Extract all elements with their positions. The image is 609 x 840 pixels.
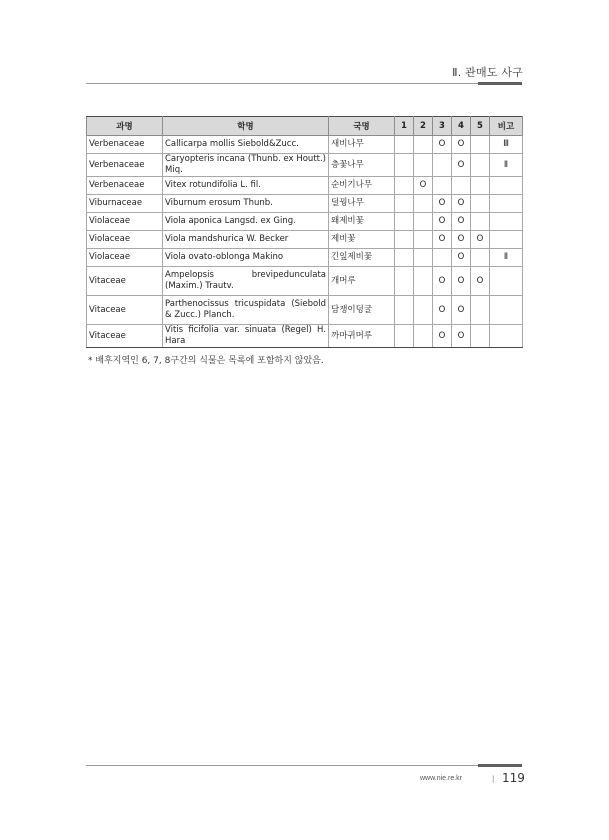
section-1-mark (395, 231, 414, 249)
korean-name-cell: 새비나무 (329, 136, 395, 154)
section-5-mark (471, 296, 490, 325)
section-5-mark (471, 249, 490, 267)
section-1-mark (395, 267, 414, 296)
section-1-mark (395, 136, 414, 154)
column-header-section-1: 1 (395, 117, 414, 136)
section-1-mark (395, 325, 414, 348)
family-cell: Violaceae (87, 213, 163, 231)
korean-name-cell: 덜꿩나무 (329, 195, 395, 213)
family-cell: Vitaceae (87, 296, 163, 325)
column-header-family: 과명 (87, 117, 163, 136)
family-cell: Verbenaceae (87, 177, 163, 195)
column-header-scientific-name: 학명 (163, 117, 329, 136)
section-title: Ⅱ. 관매도 사구 (452, 66, 523, 79)
section-1-mark (395, 195, 414, 213)
page-number: 119 (502, 771, 525, 785)
section-3-mark (433, 177, 452, 195)
korean-name-cell: 제비꽃 (329, 231, 395, 249)
footnote: * 배후지역인 6, 7, 8구간의 식물은 목록에 포함하지 않았음. (88, 356, 324, 366)
table-row (87, 195, 523, 213)
remarks-cell (490, 195, 523, 213)
family-cell: Vitaceae (87, 267, 163, 296)
section-2-mark (414, 154, 433, 177)
table-header-row (87, 117, 523, 136)
table-row (87, 213, 523, 231)
section-1-mark (395, 213, 414, 231)
scientific-name-cell: Parthenocissus tricuspidata (Siebold & Zucc.) Planch. (163, 296, 329, 325)
section-3-mark: O (433, 195, 452, 213)
section-2-mark (414, 195, 433, 213)
section-3-mark: O (433, 325, 452, 348)
scientific-name-cell: Callicarpa mollis Siebold&Zucc. (163, 136, 329, 154)
family-cell: Violaceae (87, 249, 163, 267)
korean-name-cell: 개머루 (329, 267, 395, 296)
remarks-cell (490, 267, 523, 296)
table-row (87, 249, 523, 267)
section-5-mark (471, 154, 490, 177)
section-3-mark: O (433, 231, 452, 249)
korean-name-cell: 순비기나무 (329, 177, 395, 195)
section-4-mark: O (452, 154, 471, 177)
header-rule (86, 83, 522, 84)
section-3-mark: O (433, 213, 452, 231)
section-2-mark (414, 296, 433, 325)
footer-separator: | (492, 775, 495, 783)
section-3-mark (433, 154, 452, 177)
column-header-korean-name: 국명 (329, 117, 395, 136)
section-4-mark: O (452, 296, 471, 325)
section-5-mark (471, 136, 490, 154)
scientific-name-cell: Ampelopsis brevipedunculata (Maxim.) Trautv. (163, 267, 329, 296)
korean-name-cell: 왜제비꽃 (329, 213, 395, 231)
remarks-cell (490, 325, 523, 348)
remarks-cell: Ⅲ (490, 136, 523, 154)
section-2-mark: O (414, 177, 433, 195)
plant-list-table (86, 116, 523, 348)
korean-name-cell: 담쟁이덩굴 (329, 296, 395, 325)
column-header-section-5: 5 (471, 117, 490, 136)
section-5-mark: O (471, 267, 490, 296)
remarks-cell (490, 296, 523, 325)
section-3-mark: O (433, 267, 452, 296)
korean-name-cell: 층꽃나무 (329, 154, 395, 177)
family-cell: Viburnaceae (87, 195, 163, 213)
section-5-mark (471, 213, 490, 231)
family-cell: Vitaceae (87, 325, 163, 348)
section-1-mark (395, 177, 414, 195)
section-5-mark: O (471, 231, 490, 249)
table-row (87, 154, 523, 177)
scientific-name-cell: Caryopteris incana (Thunb. ex Houtt.) Miq. (163, 154, 329, 177)
remarks-cell (490, 213, 523, 231)
section-4-mark: O (452, 267, 471, 296)
section-2-mark (414, 267, 433, 296)
section-2-mark (414, 325, 433, 348)
section-2-mark (414, 136, 433, 154)
korean-name-cell: 까마귀머루 (329, 325, 395, 348)
section-1-mark (395, 296, 414, 325)
section-2-mark (414, 213, 433, 231)
column-header-section-4: 4 (452, 117, 471, 136)
section-4-mark: O (452, 231, 471, 249)
section-4-mark: O (452, 213, 471, 231)
remarks-cell: Ⅱ (490, 249, 523, 267)
section-5-mark (471, 195, 490, 213)
section-4-mark: O (452, 195, 471, 213)
scientific-name-cell: Vitis ficifolia var. sinuata (Regel) H. Hara (163, 325, 329, 348)
section-5-mark (471, 325, 490, 348)
section-2-mark (414, 249, 433, 267)
section-3-mark: O (433, 136, 452, 154)
column-header-section-3: 3 (433, 117, 452, 136)
table-row (87, 231, 523, 249)
footer-url: www.nie.re.kr (420, 775, 463, 782)
section-4-mark: O (452, 249, 471, 267)
family-cell: Verbenaceae (87, 136, 163, 154)
remarks-cell: Ⅱ (490, 154, 523, 177)
section-4-mark (452, 177, 471, 195)
remarks-cell (490, 177, 523, 195)
section-1-mark (395, 154, 414, 177)
scientific-name-cell: Viola mandshurica W. Becker (163, 231, 329, 249)
table-row (87, 325, 523, 348)
family-cell: Violaceae (87, 231, 163, 249)
scientific-name-cell: Viola ovato-oblonga Makino (163, 249, 329, 267)
table-row (87, 296, 523, 325)
column-header-section-2: 2 (414, 117, 433, 136)
table-row (87, 267, 523, 296)
section-1-mark (395, 249, 414, 267)
header-accent-bar (478, 82, 522, 85)
family-cell: Verbenaceae (87, 154, 163, 177)
section-4-mark: O (452, 325, 471, 348)
section-5-mark (471, 177, 490, 195)
section-2-mark (414, 231, 433, 249)
scientific-name-cell: Vitex rotundifolia L. fil. (163, 177, 329, 195)
section-4-mark: O (452, 136, 471, 154)
section-3-mark (433, 249, 452, 267)
table-row (87, 136, 523, 154)
column-header-remarks: 비고 (490, 117, 523, 136)
remarks-cell (490, 231, 523, 249)
footer-accent-bar (478, 764, 522, 767)
table-row (87, 177, 523, 195)
korean-name-cell: 긴잎제비꽃 (329, 249, 395, 267)
scientific-name-cell: Viola aponica Langsd. ex Ging. (163, 213, 329, 231)
section-3-mark: O (433, 296, 452, 325)
footer-rule (86, 765, 522, 766)
scientific-name-cell: Viburnum erosum Thunb. (163, 195, 329, 213)
